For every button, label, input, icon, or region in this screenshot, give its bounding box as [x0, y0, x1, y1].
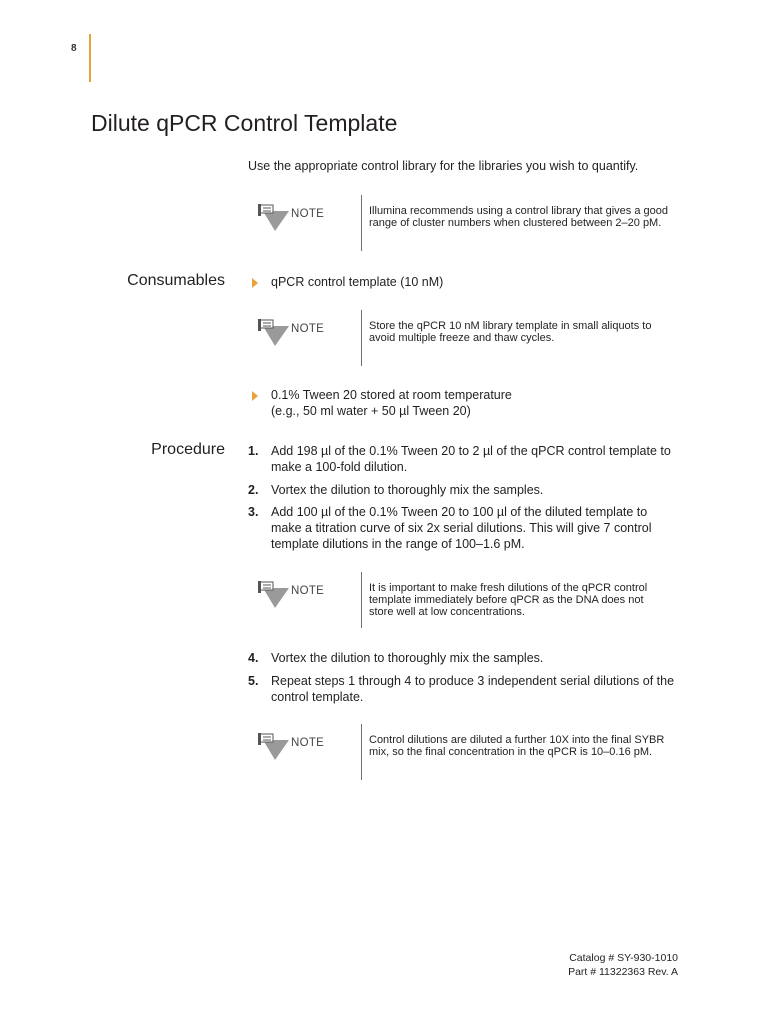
page-title: Dilute qPCR Control Template	[91, 110, 398, 136]
note-box	[255, 724, 675, 780]
note-text: It is important to make fresh dilutions of the qPCR control template immediately before qPCR as the DNA does not store well at low concentrations.	[369, 582, 648, 618]
footer-catalog-number: Catalog # SY-930-1010	[569, 952, 678, 964]
step-text: Add 100 µl of the 0.1% Tween 20 to 100 µl of the diluted template to make a titration curve of six 2x serial dilutions. This will give 7 control template dilutions in the range of 100–1.6 pM.	[271, 505, 652, 551]
section-heading-consumables: Consumables	[127, 272, 225, 289]
note-label: NOTE	[291, 585, 325, 597]
step-text: Vortex the dilution to thoroughly mix the samples.	[271, 483, 544, 497]
bullet-arrow-icon	[252, 391, 258, 401]
step-text: Vortex the dilution to thoroughly mix the samples.	[271, 651, 544, 665]
footer-part-number: Part # 11322363 Rev. A	[568, 966, 678, 978]
note-box	[255, 572, 675, 628]
page-number: 8	[71, 43, 77, 54]
note-hand-icon	[255, 314, 291, 348]
note-label: NOTE	[291, 208, 325, 220]
note-hand-icon	[255, 576, 291, 610]
step-text: Add 198 µl of the 0.1% Tween 20 to 2 µl of the qPCR control template to make a 100-fold dilution.	[271, 444, 671, 474]
intro-text: Use the appropriate control library for the libraries you wish to quantify.	[248, 159, 639, 173]
page-number-bar	[89, 34, 91, 82]
footer	[568, 951, 678, 979]
step-number: 5.	[248, 674, 259, 688]
note-divider	[361, 195, 362, 251]
list-item-text: 0.1% Tween 20 stored at room temperature	[271, 388, 512, 402]
note-text: Store the qPCR 10 nM library template in small aliquots to avoid multiple freeze and thaw cycles.	[369, 320, 652, 344]
step-number: 1.	[248, 444, 259, 458]
step-number: 2.	[248, 483, 259, 497]
section-heading-procedure: Procedure	[151, 441, 225, 458]
step-text: Repeat steps 1 through 4 to produce 3 independent serial dilutions of the control template.	[271, 674, 675, 704]
note-box	[255, 310, 675, 366]
note-divider	[361, 724, 362, 780]
note-box	[255, 195, 675, 251]
note-hand-icon	[255, 199, 291, 233]
note-text: Control dilutions are diluted a further 10X into the final SYBR mix, so the final concentration in the qPCR is 10–0.16 pM.	[369, 734, 665, 758]
note-label: NOTE	[291, 323, 325, 335]
list-item-text: qPCR control template (10 nM)	[271, 275, 444, 289]
bullet-arrow-icon	[252, 278, 258, 288]
note-divider	[361, 310, 362, 366]
step-number: 4.	[248, 651, 259, 665]
note-divider	[361, 572, 362, 628]
step-number: 3.	[248, 505, 259, 519]
note-label: NOTE	[291, 737, 325, 749]
note-text: Illumina recommends using a control library that gives a good range of cluster numbers when clustered between 2–20 pM.	[369, 205, 668, 229]
note-hand-icon	[255, 728, 291, 762]
list-item-text: (e.g., 50 ml water + 50 µl Tween 20)	[271, 404, 471, 418]
